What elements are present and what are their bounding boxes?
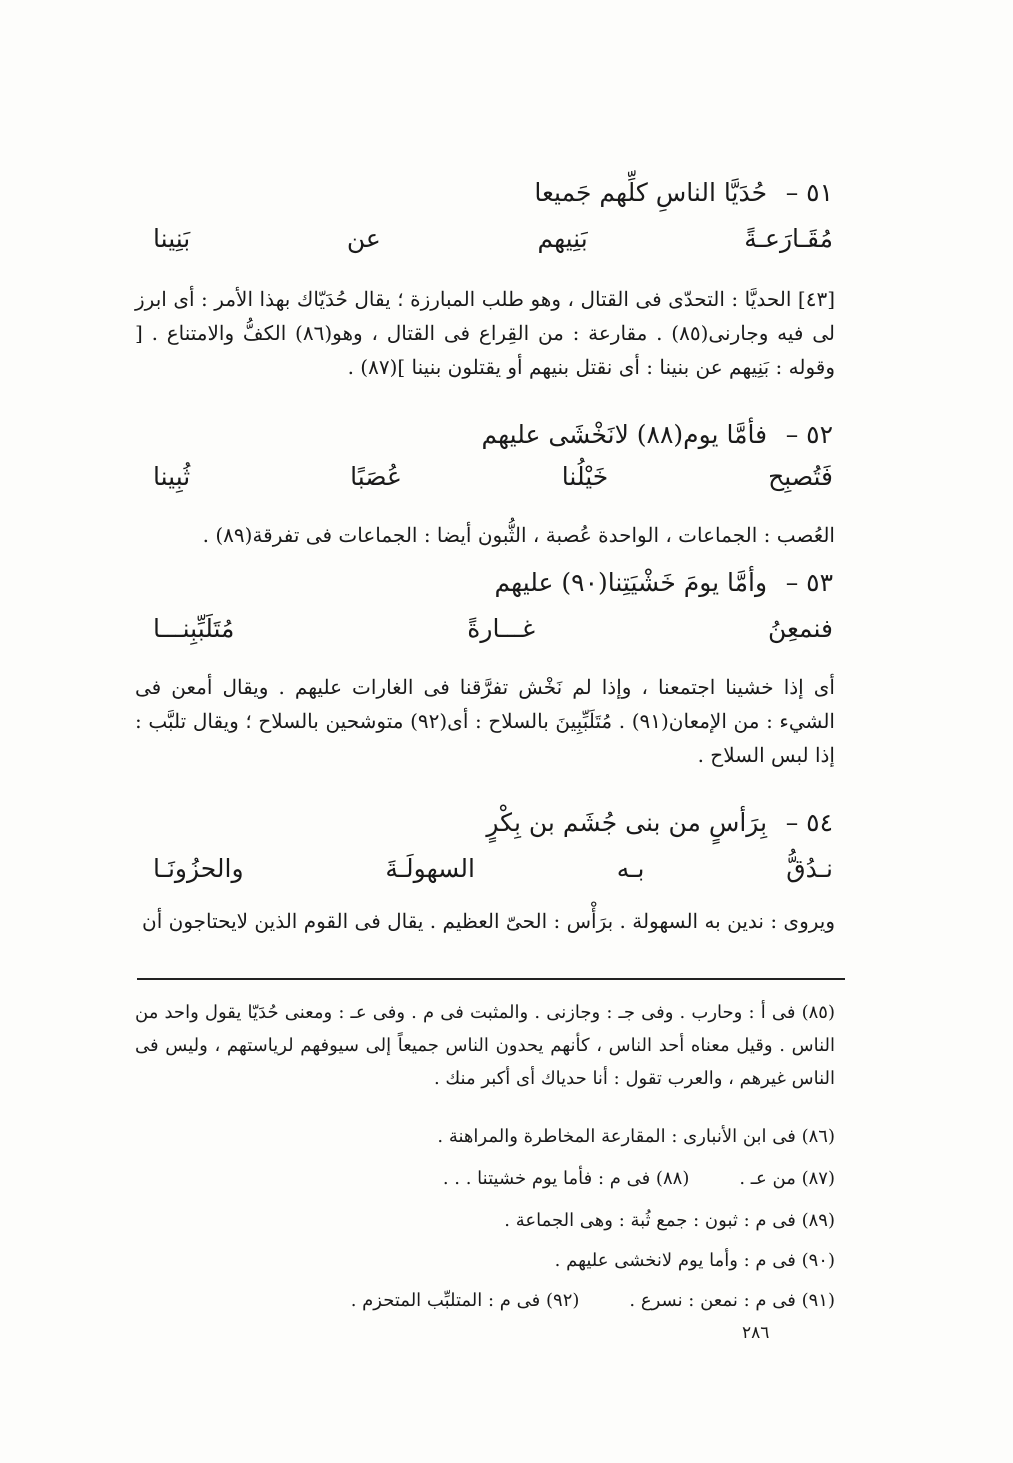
hemistich-text: بِرَأسٍ من بنى جُشَم بن بِكْرٍ <box>486 808 768 837</box>
verse-51-first-hemistich <box>534 178 833 207</box>
footnote-87-88 <box>135 1162 835 1195</box>
footnote-89: (٨٩) فى م : ثبون : جمع ثُبة : وهى الجماعة . <box>504 1210 835 1231</box>
verse-word: بـه <box>616 854 645 883</box>
hemistich-text: حُدَيَّا الناسِ كلِّهم جَميعا <box>534 178 768 207</box>
verse-number: ٥٤ – <box>785 808 833 837</box>
commentary-53: أى إذا خشينا اجتمعنا ، وإذا لم نَخْش تفرَّقنا فى الغارات عليهم . ويقال أمعن فى الشيء : من الإمعان(٩١) . مُتَلَبِّبِينَ بالسلاح : أى(٩٢) متوشحين بالسلاح ؛ ويقال تلبَّب : إذا لبس السلاح . <box>135 675 835 767</box>
verse-word: غـــارةً <box>467 614 536 643</box>
verse-word: فَتُصبِح <box>768 462 833 491</box>
verse-51-second-hemistich <box>153 224 833 253</box>
footnote-88: (٨٨) فى م : فأما يوم خشيتنا . . . <box>442 1168 690 1189</box>
verse-word: خَيْلُنا <box>561 462 609 491</box>
commentary-52: العُصب : الجماعات ، الواحدة عُصبة ، الثُّبون أيضا : الجماعات فى تفرقة(٨٩) . <box>202 523 835 547</box>
commentary-54: ويروى : ندين به السهولة . برَأْس : الحىّ العظيم . يقال فى القوم الذين لايحتاجون أن <box>142 909 835 933</box>
hemistich-text: وأمَّا يومَ خَشْيَتِنا(٩٠) عليهم <box>494 568 768 597</box>
verse-word: مُقَـارَعـةً <box>744 224 833 253</box>
footnote-87: (٨٧) من عـ . <box>739 1168 835 1189</box>
verse-word: السهولَـةَ <box>385 854 475 883</box>
verse-number: ٥٣ – <box>785 568 833 597</box>
verse-52-second-hemistich <box>153 462 833 491</box>
page-number: ٢٨٦ <box>742 1323 770 1343</box>
verse-word: عن <box>346 224 381 253</box>
commentary-51: [٤٣] الحديَّا : التحدّى فى القتال ، وهو طلب المبارزة ؛ يقال حُدَيّاك بهذا الأمر : أى ابرز لى فيه وجارنى(٨٥) . مقارعة : من القِراع فى القتال ، وهو(٨٦) الكفُّ والامتناع . [ وقوله : بَنِيهم عن بنينا : أى نقتل بنيهم أو يقتلون بنينا ](٨٧) . <box>135 287 836 379</box>
verse-word: بَنِيهم <box>537 224 588 253</box>
verse-word: نـدُقُّ <box>786 854 833 883</box>
verse-52-first-hemistich <box>482 420 834 449</box>
verse-word: بَنِينا <box>153 224 191 253</box>
footnote-85: (٨٥) فى أ : وحارب . وفى جـ : وجازنى . والمثبت فى م . وفى عـ : ومعنى حُدَيّا يقول واحد من الناس . وقيل معناه أحد الناس ، كأنهم يحدون الناس جميعاً إلى سيوفهم لرياستهم ، وليس فى الناس غيرهم ، والعرب تقول : أنا حدياك أى أكبر منك . <box>135 1002 835 1089</box>
footnote-91-92 <box>135 1284 835 1317</box>
verse-number: ٥١ – <box>785 178 833 207</box>
verse-number: ٥٢ – <box>785 420 833 449</box>
footnote-92: (٩٢) فى م : المتلبِّب المتحزم . <box>350 1290 580 1311</box>
verse-word: عُصَبًا <box>350 462 402 491</box>
verse-54-first-hemistich <box>486 808 833 837</box>
verse-word: ثُبِينا <box>153 462 191 491</box>
footnote-86: (٨٦) فى ابن الأنبارى : المقارعة المخاطرة والمراهنة . <box>437 1126 835 1147</box>
hemistich-text: فأمَّا يوم(٨٨) لانَخْشَى عليهم <box>481 420 768 449</box>
verse-53-second-hemistich <box>153 614 833 643</box>
footnote-separator <box>137 978 845 980</box>
verse-word: والحزُونَـا <box>153 854 244 883</box>
verse-53-first-hemistich <box>495 568 833 597</box>
footnote-91: (٩١) فى م : نمعن : نسرع . <box>629 1290 835 1311</box>
footnote-90: (٩٠) فى م : وأما يوم لانخشى عليهم . <box>554 1250 835 1271</box>
verse-word: مُتَلَبِّبِنـــا <box>153 614 235 643</box>
verse-word: فنمعِنُ <box>767 614 833 643</box>
verse-54-second-hemistich <box>153 854 833 883</box>
